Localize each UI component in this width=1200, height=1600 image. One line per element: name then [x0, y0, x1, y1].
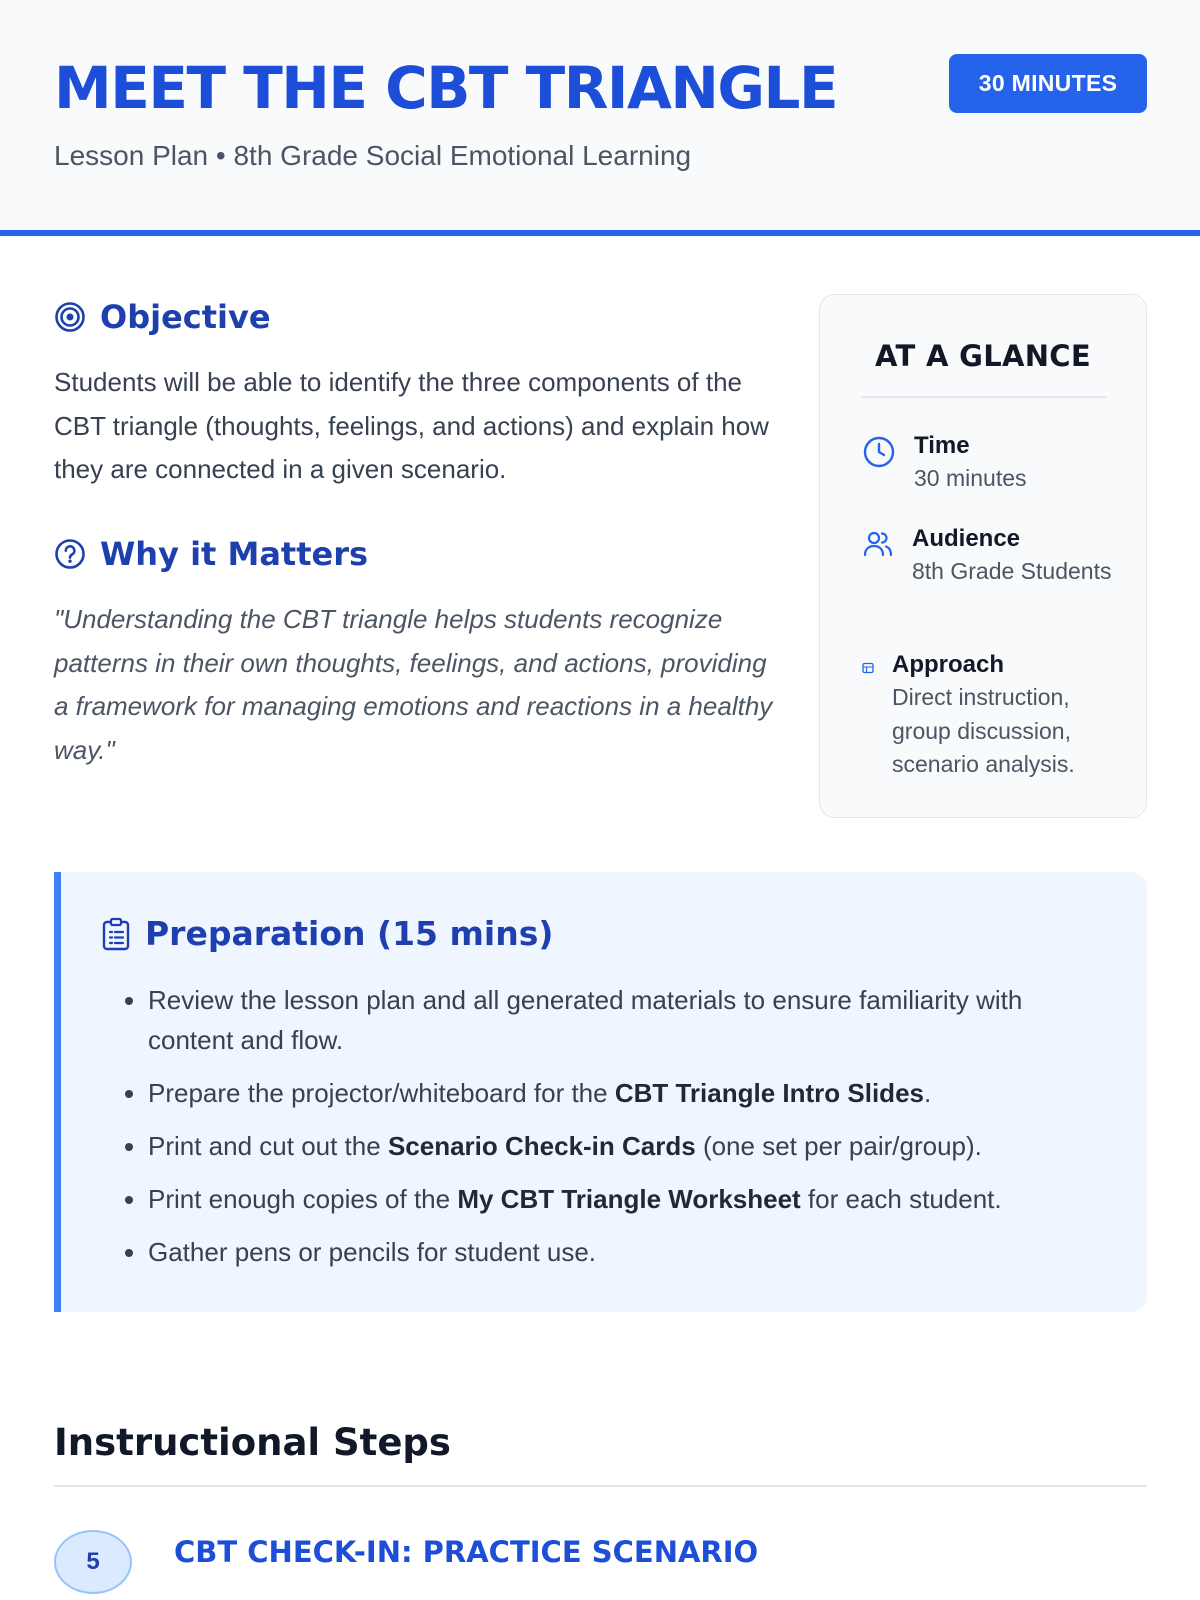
material-name: Scenario Check-in Cards [387, 1131, 696, 1161]
list-item [148, 980, 1108, 1060]
step-title: CBT CHECK-IN: PRACTICE SCENARIO [174, 1535, 759, 1569]
list-item-text: Prepare the projector/whiteboard for the [148, 1078, 615, 1108]
divider [861, 396, 1107, 398]
glance-value: 8th Grade Students [912, 558, 1112, 584]
users-icon [862, 528, 894, 560]
list-item [148, 1126, 1108, 1166]
list-item [148, 1073, 1108, 1113]
material-name: CBT Triangle Intro Slides [614, 1078, 924, 1108]
glance-label: Time [914, 432, 970, 459]
list-item-text: Print enough copies of the [148, 1184, 458, 1214]
list-item [148, 1179, 1108, 1219]
glance-value: Direct instruction, group discussion, scenario analysis. [892, 684, 1075, 777]
list-item-text: Print and cut out the [148, 1131, 388, 1161]
clipboard-icon [101, 917, 131, 951]
target-icon [54, 301, 86, 333]
page-title: MEET THE CBT TRIANGLE [54, 54, 838, 122]
page-header [0, 0, 1200, 236]
question-circle-icon [54, 538, 86, 570]
glance-label: Approach [892, 651, 1005, 678]
preparation-heading-text: Preparation (15 mins) [145, 914, 554, 953]
at-a-glance-card [819, 294, 1147, 818]
objective-heading [54, 297, 271, 337]
approach-icon [862, 662, 874, 674]
page-subtitle: Lesson Plan • 8th Grade Social Emotional Learning [54, 140, 692, 171]
objective-text: Students will be able to identify the three components of the CBT triangle (thoughts, feelings, and actions) and explain how they are connected in a given scenario. [54, 367, 769, 484]
list-item-text: (one set per pair/group). [695, 1131, 982, 1161]
at-a-glance-title: AT A GLANCE [875, 339, 1091, 373]
list-item [148, 1232, 1108, 1272]
objective-heading-text: Objective [100, 298, 271, 336]
duration-badge: 30 MINUTES [949, 54, 1147, 113]
list-item-text: Review the lesson plan and all generated materials to ensure familiarity with content and flow. [148, 985, 1023, 1055]
clock-icon [862, 435, 896, 469]
preparation-panel [54, 872, 1147, 1312]
divider [54, 1485, 1147, 1487]
list-item-text: Gather pens or pencils for student use. [148, 1237, 597, 1267]
preparation-list [101, 980, 1108, 1285]
glance-item-time [862, 429, 1114, 496]
why-it-matters-heading-text: Why it Matters [100, 535, 369, 573]
glance-item-approach [862, 648, 1112, 782]
why-it-matters-quote: "Understanding the CBT triangle helps students recognize patterns in their own thoughts, feelings, and actions, providing a framework for managing emotions and reactions in a healthy way." [54, 604, 773, 765]
list-item-text: . [923, 1078, 932, 1108]
glance-label: Audience [912, 525, 1021, 552]
glance-item-audience [862, 522, 1112, 589]
step-number-badge: 5 [54, 1530, 132, 1594]
material-name: My CBT Triangle Worksheet [457, 1184, 801, 1214]
glance-value: 30 minutes [914, 465, 1027, 491]
preparation-heading [101, 914, 553, 954]
list-item-text: for each student. [800, 1184, 1002, 1214]
why-it-matters-heading [54, 534, 368, 574]
instructional-steps-heading: Instructional Steps [54, 1421, 451, 1464]
